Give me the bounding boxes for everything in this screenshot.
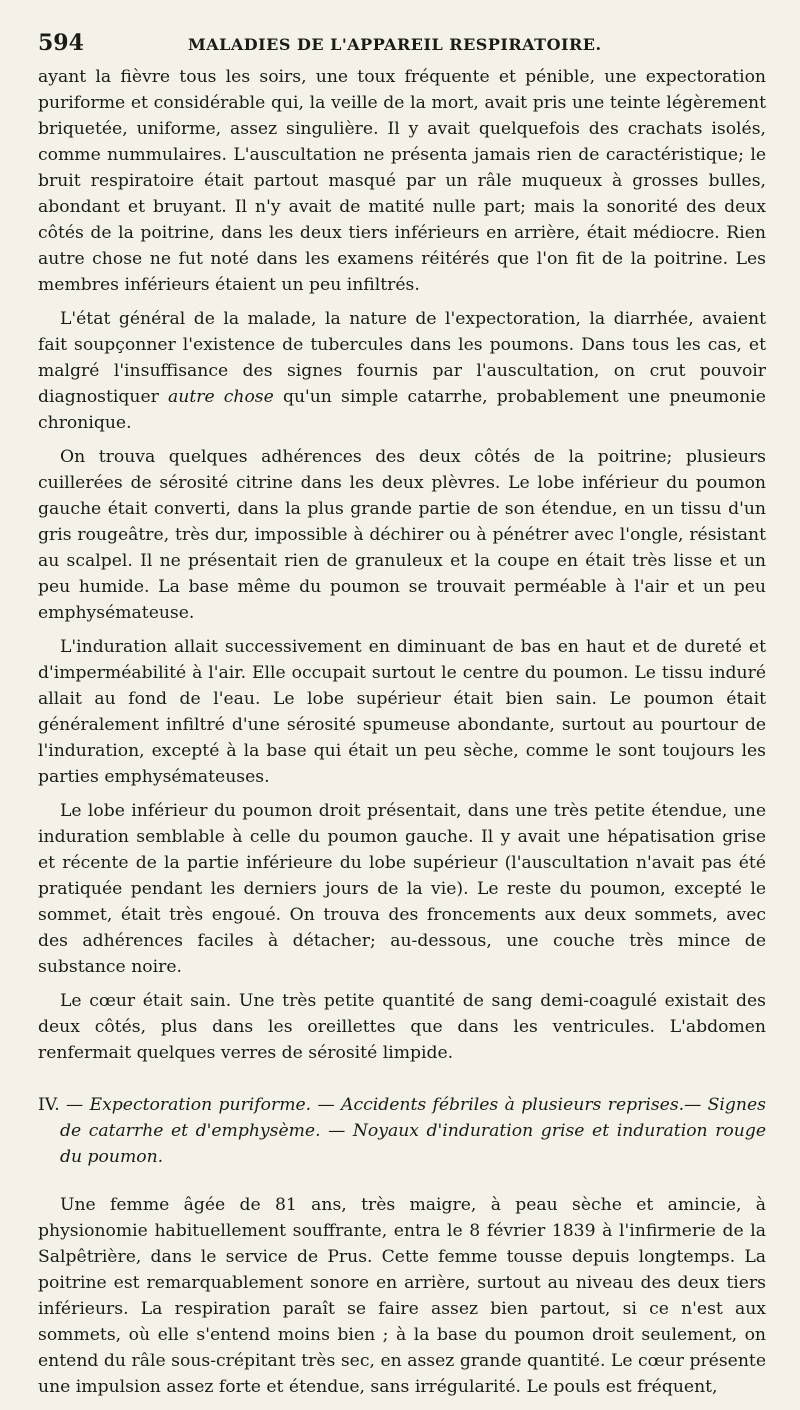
page-number: 594 bbox=[38, 30, 84, 56]
running-title: MALADIES DE L'APPAREIL RESPIRATOIRE. bbox=[188, 35, 602, 54]
paragraph: L'induration allait successivement en diminuant de bas en haut et de dureté et d'imperméabilité à l'air. Elle occupait surtout le centre du poumon. Le tissu induré allait au fond de l'eau. Le lobe supérieur était bien sain. Le poumon était généralement infiltré d'une sérosité spumeuse abondante, surtout au pourtour de l'induration, excepté à la base qui était un peu sèche, comme le sont toujours les parties emphysémateuses. bbox=[38, 637, 766, 787]
case-title: Expectoration puriforme. — Accidents fébriles à plusieurs reprises.— Signes de catarrhe et d'emphysème. — Noyaux d'induration grise et induration rouge du poumon. bbox=[60, 1095, 766, 1167]
paragraph: On trouva quelques adhérences des deux côtés de la poitrine; plusieurs cuillerées de sérosité citrine dans les deux plèvres. Le lobe inférieur du poumon gauche était converti, dans la plus grande partie de son étendue, en un tissu d'un gris rougeâtre, très dur, impossible à déchirer ou à pénétrer avec l'ongle, résistant au scalpel. Il ne présentait rien de granuleux et la coupe en était très lisse et un peu humide. La base même du poumon se trouvait perméable à l'air et un peu emphysémateuse. bbox=[38, 447, 766, 623]
page-header bbox=[38, 30, 766, 64]
paragraph-text: qu'un simple catarrhe, probablement une pneumonie chronique. bbox=[38, 387, 766, 433]
paragraph: Une femme âgée de 81 ans, très maigre, à peau sèche et amincie, à physionomie habituellement souffrante, entra le 8 février 1839 à l'infirmerie de la Salpêtrière, dans le service de Prus. Cette femme tousse depuis longtemps. La poitrine est remarquablement sonore en arrière, surtout au niveau des deux tiers inférieurs. La respiration paraît se faire assez bien partout, si ce n'est aux sommets, où elle s'entend moins bien ; à la base du poumon droit seulement, on entend du râle sous-crépitant très sec, en assez grande quantité. Le cœur présente une impulsion assez forte et étendue, sans irrégularité. Le pouls est fréquent, bbox=[38, 1195, 766, 1397]
paragraph: Le cœur était sain. Une très petite quantité de sang demi-coagulé existait des deux côtés, plus dans les oreillettes que dans les ventricules. L'abdomen renfermait quelques verres de sérosité limpide. bbox=[38, 991, 766, 1063]
body-text bbox=[38, 64, 766, 1066]
paragraph bbox=[38, 306, 766, 436]
paragraph-text: L'état général de la malade, la nature de l'expectoration, la diarrhée, avaient fait soupçonner l'existence de tubercules dans les poumons. Dans tous les cas, et malgré l'insuffisance des signes fournis par l'auscultation, on crut pouvoir diagnostiquer bbox=[38, 309, 766, 407]
emphasized-text: autre chose bbox=[168, 387, 274, 407]
paragraph: Le lobe inférieur du poumon droit présentait, dans une très petite étendue, une induration semblable à celle du poumon gauche. Il y avait une hépatisation grise et récente de la partie inférieure du lobe supérieur (l'auscultation n'avait pas été pratiquée pendant les derniers jours de la vie). Le reste du poumon, excepté le sommet, était très engoué. On trouva des froncements aux deux sommets, avec des adhérences faciles à détacher; au-dessous, une couche très mince de substance noire. bbox=[38, 801, 766, 977]
case-heading bbox=[38, 1092, 766, 1170]
case-body bbox=[38, 1192, 766, 1400]
case-number: IV. — bbox=[38, 1095, 90, 1115]
paragraph: ayant la fièvre tous les soirs, une toux fréquente et pénible, une expectoration puriforme et considérable qui, la veille de la mort, avait pris une teinte légèrement briquetée, uniforme, assez singulière. Il y avait quelquefois des crachats isolés, comme nummulaires. L'auscultation ne présenta jamais rien de caractéristique; le bruit respiratoire était partout masqué par un râle muqueux à grosses bulles, abondant et bruyant. Il n'y avait de matité nulle part; mais la sonorité des deux côtés de la poitrine, dans les deux tiers inférieurs en arrière, était médiocre. Rien autre chose ne fut noté dans les examens réitérés que l'on fit de la poitrine. Les membres inférieurs étaient un peu infiltrés. bbox=[38, 67, 766, 295]
